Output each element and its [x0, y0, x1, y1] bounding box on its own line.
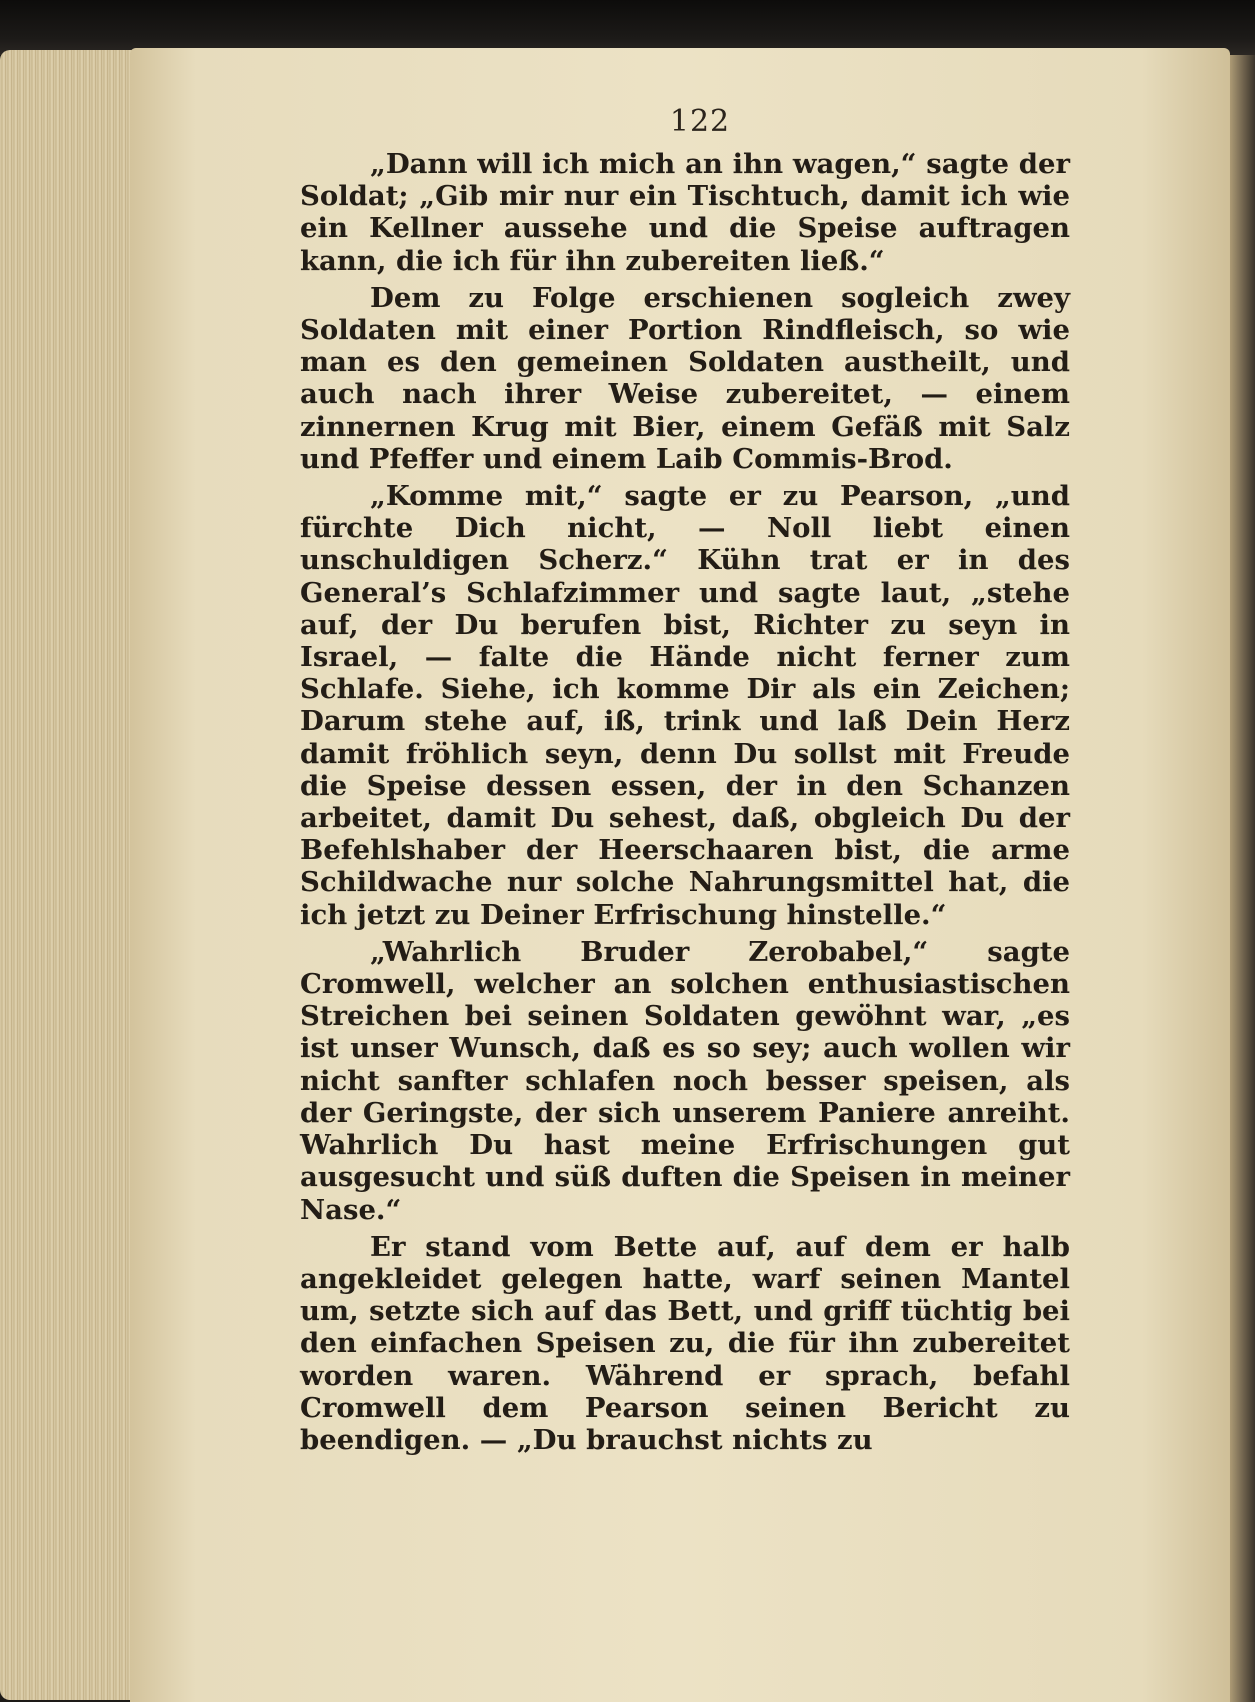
page-text — [300, 148, 1070, 1456]
paragraph-5: Er stand vom Bette auf, auf dem er halb angekleidet gelegen hatte, warf seinen Mantel um, setzte sich auf das Bett, und griff tüchtig bei den einfachen Speisen zu, die für ihn zubereitet worden waren. Während er sprach, befahl Cromwell dem Pearson seinen Bericht zu beendigen. — „Du brauchst nichts zu — [300, 1230, 1070, 1456]
page-edges — [0, 50, 135, 1700]
scan-background — [0, 0, 1255, 55]
paragraph-1: „Dann will ich mich an ihn wagen,“ sagte der Soldat; „Gib mir nur ein Tischtuch, damit ich wie ein Kellner aussehe und die Speise auftragen kann, die ich für ihn zubereiten ließ.“ — [300, 148, 1070, 277]
paragraph-2: Dem zu Folge erschienen sogleich zwey Soldaten mit einer Portion Rindfleisch, so wie man es den gemeinen Soldaten austheilt, und auch nach ihrer Weise zubereitet, — einem zinnernen Krug mit Bier, einem Gefäß mit Salz und Pfeffer und einem Laib Commis-Brod. — [300, 281, 1070, 475]
page-number: 122 — [669, 104, 731, 139]
paragraph-4: „Wahrlich Bruder Zerobabel,“ sagte Cromwell, welcher an solchen enthusiastischen Streichen bei seinen Soldaten gewöhnt war, „es ist unser Wunsch, daß es so sey; auch wollen wir nicht sanfter schlafen noch besser speisen, als der Geringste, der sich unserem Paniere anreiht. Wahrlich Du hast meine Erfrischungen gut ausgesucht und süß duften die Speisen in meiner Nase.“ — [300, 935, 1070, 1226]
paragraph-3: „Komme mit,“ sagte er zu Pearson, „und fürchte Dich nicht, — Noll liebt einen unschuldigen Scherz.“ Kühn trat er in des General’s Schlafzimmer und sagte laut, „stehe auf, der Du berufen bist, Richter zu seyn in Israel, — falte die Hände nicht ferner zum Schlafe. Siehe, ich komme Dir als ein Zeichen; Darum stehe auf, iß, trink und laß Dein Herz damit fröhlich seyn, denn Du sollst mit Freude die Speise dessen essen, der in den Schanzen arbeitet, damit Du sehest, daß, obgleich Du der Befehlshaber der Heerschaaren bist, die arme Schildwache nur solche Nahrungsmittel hat, die ich jetzt zu Deiner Erfrischung hinstelle.“ — [300, 480, 1070, 931]
